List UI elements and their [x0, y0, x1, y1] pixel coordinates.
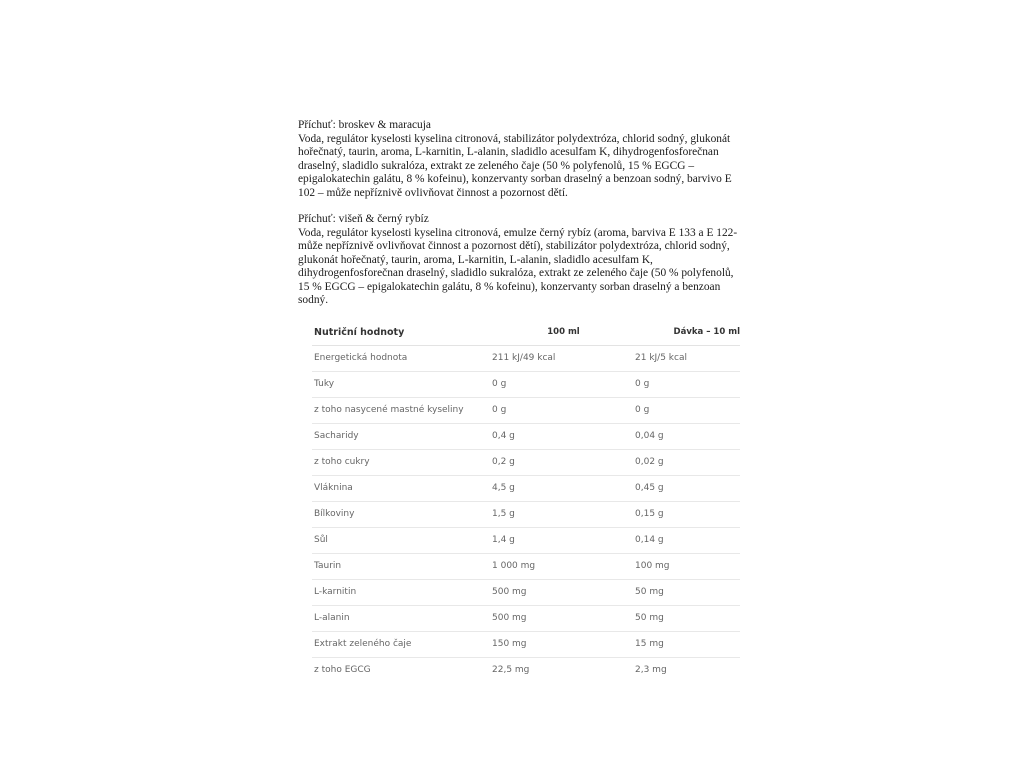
- value-per-dose: 0 g: [635, 397, 740, 423]
- ingredients-text: Voda, regulátor kyselosti kyselina citronová, stabilizátor polydextróza, chlorid sodný, glukonát hořečnatý, taurin, aroma, L-karnitin, L-alanin, sladidlo acesulfam K, dihydrogenfosforečnan draselný, sladidlo sukralóza, extrakt ze zeleného čaje (50 % polyfenolů, 15 % EGCG – epigalokatechin galátu, 8 % kofeinu), konzervanty sorban draselný a benzoan sodný, barvivo E 102 – může nepříznivě ovlivňovat činnost a pozornost dětí.: [298, 132, 732, 199]
- flavor-heading: Příchuť: broskev & maracuja: [298, 119, 431, 131]
- table-row: [312, 527, 740, 553]
- nutrition-header-row: [312, 320, 740, 346]
- nutrient-name: L-alanin: [312, 605, 492, 631]
- nutrient-name: Sacharidy: [312, 423, 492, 449]
- nutrient-name: Sůl: [312, 527, 492, 553]
- value-per-dose: 0 g: [635, 371, 740, 397]
- table-row: [312, 579, 740, 605]
- value-per-100ml: 0,4 g: [492, 423, 635, 449]
- value-per-dose: 50 mg: [635, 605, 740, 631]
- value-per-dose: 21 kJ/5 kcal: [635, 345, 740, 371]
- table-row: [312, 345, 740, 371]
- nutrition-table: [312, 320, 740, 683]
- ingredients-text: Voda, regulátor kyselosti kyselina citronová, emulze černý rybíz (aroma, barviva E 133 a E 122- může nepříznivě ovlivňovat činnost a pozornost dětí), stabilizátor polydextróza, chlorid sodný, glukonát hořečnatý, taurin, aroma, L-karnitin, L-alanin, sladidlo acesulfam K, dihydrogenfosforečnan draselný, sladidlo sukralóza, extrakt ze zeleného čaje (50 % polyfenolů, 15 % EGCG – epigalokatechin galátu, 8 % kofeinu), konzervanty sorban draselný a benzoan sodný.: [298, 226, 738, 306]
- header-per-100ml: 100 ml: [492, 320, 635, 346]
- value-per-100ml: 4,5 g: [492, 475, 635, 501]
- value-per-dose: 50 mg: [635, 579, 740, 605]
- nutrient-name: z toho cukry: [312, 449, 492, 475]
- table-row: [312, 605, 740, 631]
- table-row: [312, 657, 740, 683]
- nutrient-name: L-karnitin: [312, 579, 492, 605]
- value-per-100ml: 211 kJ/49 kcal: [492, 345, 635, 371]
- value-per-dose: 100 mg: [635, 553, 740, 579]
- table-row: [312, 553, 740, 579]
- nutrient-name: Energetická hodnota: [312, 345, 492, 371]
- value-per-100ml: 0 g: [492, 371, 635, 397]
- value-per-dose: 0,04 g: [635, 423, 740, 449]
- value-per-dose: 0,14 g: [635, 527, 740, 553]
- nutrient-name: Tuky: [312, 371, 492, 397]
- header-per-dose: Dávka – 10 ml: [635, 320, 740, 346]
- table-row: [312, 631, 740, 657]
- header-nutrition-values: Nutriční hodnoty: [312, 320, 492, 346]
- table-row: [312, 449, 740, 475]
- value-per-dose: 0,45 g: [635, 475, 740, 501]
- table-row: [312, 371, 740, 397]
- table-row: [312, 475, 740, 501]
- value-per-dose: 0,15 g: [635, 501, 740, 527]
- nutrient-name: Taurin: [312, 553, 492, 579]
- value-per-100ml: 1,4 g: [492, 527, 635, 553]
- value-per-100ml: 0 g: [492, 397, 635, 423]
- flavor-block-cherry-blackcurrant: [298, 213, 744, 308]
- nutrition-table-body: [312, 345, 740, 683]
- value-per-dose: 15 mg: [635, 631, 740, 657]
- table-row: [312, 397, 740, 423]
- value-per-100ml: 500 mg: [492, 605, 635, 631]
- nutrient-name: z toho nasycené mastné kyseliny: [312, 397, 492, 423]
- value-per-100ml: 150 mg: [492, 631, 635, 657]
- value-per-100ml: 500 mg: [492, 579, 635, 605]
- nutrient-name: z toho EGCG: [314, 665, 371, 675]
- nutrient-name: Bílkoviny: [312, 501, 492, 527]
- value-per-dose: 0,02 g: [635, 449, 740, 475]
- flavor-heading: Příchuť: višeň & černý rybíz: [298, 213, 429, 225]
- product-content: [298, 119, 744, 683]
- value-per-100ml: 1 000 mg: [492, 553, 635, 579]
- nutrient-name: Extrakt zeleného čaje: [312, 631, 492, 657]
- table-row: [312, 423, 740, 449]
- table-row: [312, 501, 740, 527]
- nutrient-name: Vláknina: [312, 475, 492, 501]
- flavor-block-peach-passionfruit: [298, 119, 744, 200]
- value-per-100ml: 0,2 g: [492, 449, 635, 475]
- value-per-dose: 2,3 mg: [635, 665, 667, 675]
- value-per-100ml: 22,5 mg: [492, 665, 530, 675]
- value-per-100ml: 1,5 g: [492, 501, 635, 527]
